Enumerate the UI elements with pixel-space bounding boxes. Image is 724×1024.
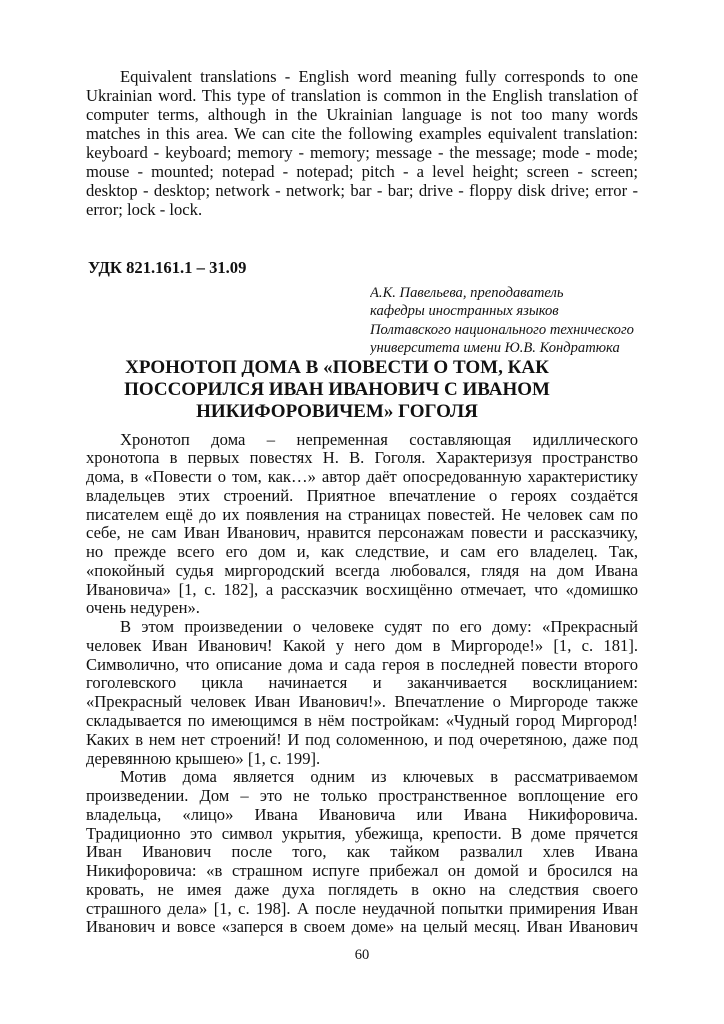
text-line: дома, в «Повести о том, как…» автор даёт опосредованную характеристику [86,468,638,487]
text-line: Иван Иванович после того, как тайком развалил хлев Ивана [86,843,638,862]
udk-code: УДК 821.161.1 – 31.09 [88,258,247,277]
text-line: Ukrainian word. This type of translation is common in the English translation of [86,86,638,105]
body-paragraph-3 [86,768,638,937]
text-line: computer terms, although in the Ukrainian language is not too many words [86,105,638,124]
author-line: кафедры иностранных языков [370,303,559,320]
text-line: но прежде всего его дом и, как следствие, и сам его владелец. Так, [86,543,638,562]
article-body [86,431,638,938]
text-line: «Прекрасный человек Иван Иванович!». Впечатление о Миргороде также [86,693,638,712]
body-paragraph-1 [86,431,638,619]
text-line: гоголевского цикла начинается и заканчивается восклицанием: [86,674,638,693]
intro-paragraph [86,67,638,219]
text-line: Традиционно это символ укрытия, убежища, крепости. В доме прячется [86,824,638,843]
author-line: университета имени Ю.В. Кондратюка [370,339,620,356]
author-line: А.К. Павельева, преподаватель [370,285,564,301]
text-line: error; lock - lock. [86,200,203,219]
text-line: Каких в нем нет строений! И под соломенною, и под очеретяною, даже под [86,730,638,749]
text-line: владельцев этих строений. Приятное впечатление о героях создаётся [86,486,638,505]
text-line: человек Иван Иванович! Какой у него дом в Миргороде!» [1, с. 181]. [86,636,638,655]
text-line: Никифоровича: «в страшном испуге прибежал он домой и бросился на [86,862,638,881]
author-affiliation [370,284,660,357]
text-line: Equivalent translations - English word meaning fully corresponds to one [120,67,638,86]
text-line: Мотив дома является одним из ключевых в рассматриваемом [120,768,638,787]
text-line: произведении. Дом – это не только пространственное воплощение его [86,787,638,806]
text-line: писателем ещё до их появления на страницах повестей. Не человек сам по [86,505,638,524]
body-paragraph-2 [86,618,638,768]
article-title [86,357,588,423]
text-line: кровать, не имея даже духа поглядеть в окно на следствия своего [86,880,638,899]
author-line: Полтавского национального технического [370,321,634,338]
text-line: владельца, «лицо» Ивана Ивановича или Ивана Никифоровича. [86,805,638,824]
text-line: страшного дела» [1, с. 198]. А после неудачной попытки примирения Иван [86,899,638,918]
page-number: 60 [354,947,370,963]
text-line: Хронотоп дома – непременная составляющая идиллического [120,430,638,449]
text-line: desktop - desktop; network - network; bar - bar; drive - floppy disk drive; error - [86,181,638,200]
text-line: Ивановича» [1, с. 182], а рассказчик восхищённо отмечает, что «домишко [86,580,638,599]
title-line: НИКИФОРОВИЧЕМ» ГОГОЛЯ [196,401,478,422]
text-line: В этом произведении о человеке судят по его дому: «Прекрасный [120,618,638,637]
text-line: keyboard - keyboard; memory - memory; message - the message; mode - mode; [86,143,638,162]
text-line: очень недурен». [86,599,200,618]
text-line: Символично, что описание дома и сада героя в последней повести второго [86,655,638,674]
text-line: себе, не сам Иван Иванович, нравится персонажам повести и рассказчику, [86,524,638,543]
title-line: ПОССОРИЛСЯ ИВАН ИВАНОВИЧ С ИВАНОМ [124,379,550,400]
text-line: matches in this area. We can cite the following examples equivalent translation: [86,124,638,143]
text-line: Иванович и вовсе «заперся в своем доме» на целый месяц. Иван Иванович [86,918,638,937]
text-line: складывается по имеющимся в нём постройкам: «Чудный город Миргород! [86,711,638,730]
text-line: «покойный судья миргородский всегда любовался, глядя на дом Ивана [86,561,638,580]
text-line: mouse - mounted; notepad - notepad; pitch - a level height; screen - screen; [86,162,638,181]
text-line: хронотопа в первых повестях Н. В. Гоголя. Характеризуя пространство [86,449,638,468]
text-line: деревянною крышею» [1, с. 199]. [86,749,321,768]
title-line: ХРОНОТОП ДОМА В «ПОВЕСТИ О ТОМ, КАК [125,357,549,378]
